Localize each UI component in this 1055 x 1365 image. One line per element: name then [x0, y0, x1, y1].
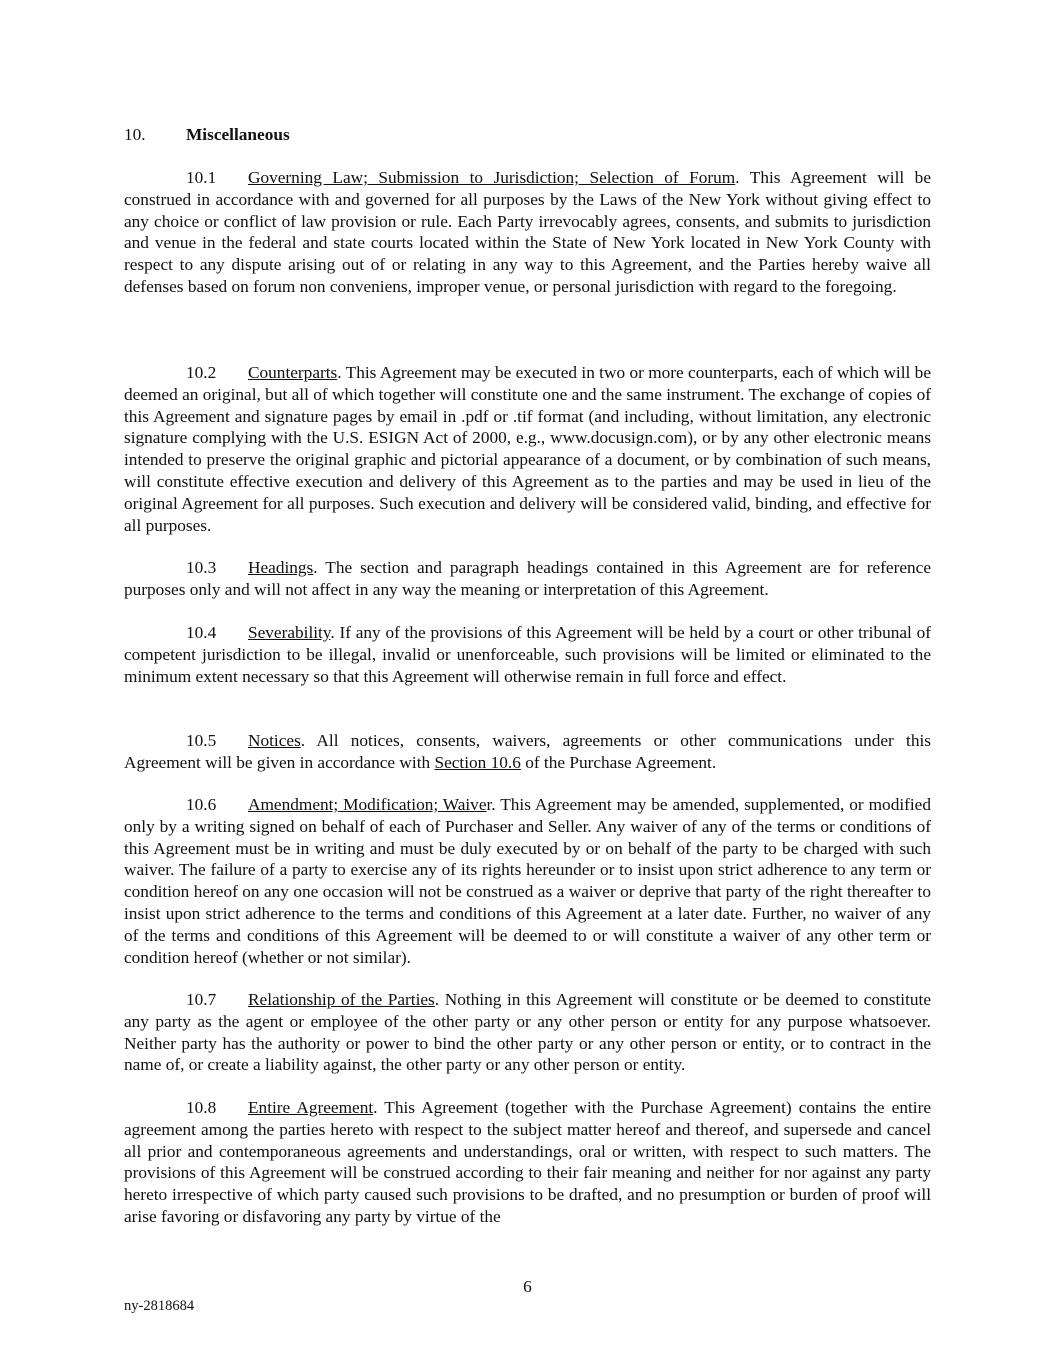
paragraph-body: This Agreement will be construed in accordance with and governed for all purposes by the Laws of the New York without giving effect to any choice or conflict of law provision or rule. Each Party irrevocably agrees, consents, and submits to jurisdiction and venue in the federal and state courts located within the State of New York located in New York County with respect to any dispute arising out of or relating in any way to this Agreement, and the Parties hereby waive all defenses based on forum non conveniens, improper venue, or personal jurisdiction with regard to the foregoing.	[124, 168, 931, 296]
paragraph-number: 10.1	[186, 168, 217, 187]
paragraph-10-4	[124, 622, 931, 687]
section-heading	[124, 124, 290, 146]
paragraph-heading: Headings	[248, 558, 314, 577]
paragraph-heading: Entire Agreement	[248, 1098, 374, 1117]
document-id: ny-2818684	[124, 1298, 195, 1314]
paragraph-number: 10.3	[186, 558, 217, 577]
paragraph-body: This Agreement (together with the Purchase Agreement) contains the entire agreement among the parties hereto with respect to the subject matter hereof and thereof, and supersede and cancel all prior and contemporaneous agreements and understandings, oral or written, with respect to such matters. The provisions of this Agreement will be construed according to their fair meaning and neither for nor against any party hereto irrespective of which party caused such provisions to be drafted, and no presumption or burden of proof will arise favoring or disfavoring any party by virtue of the	[124, 1098, 931, 1226]
section-reference-link[interactable]: Section 10.6	[434, 752, 521, 772]
paragraph-10-6	[124, 794, 931, 968]
paragraph-number: 10.7	[186, 990, 217, 1009]
paragraph-number: 10.5	[186, 731, 217, 750]
paragraph-10-8	[124, 1097, 931, 1228]
paragraph-heading-suffix: .	[300, 731, 306, 750]
paragraph-heading: Governing Law; Submission to Jurisdiction; Selection of Forum	[248, 168, 736, 187]
paragraph-heading-suffix: .	[373, 1098, 378, 1117]
paragraph-10-7	[124, 989, 931, 1076]
paragraph-heading-suffix: r.	[486, 795, 496, 814]
paragraph-10-3	[124, 557, 931, 601]
paragraph-number: 10.8	[186, 1098, 217, 1117]
paragraph-heading-suffix: .	[337, 363, 342, 382]
paragraph-body: All notices, consents, waivers, agreements or other communications under this Agreement will be given in accordance with	[124, 731, 931, 772]
paragraph-heading: Counterparts	[248, 363, 338, 382]
page-number: 6	[523, 1277, 532, 1296]
paragraph-heading: Severability	[248, 623, 331, 642]
paragraph-heading: Amendment; Modification; Waive	[248, 795, 487, 814]
paragraph-body: This Agreement may be executed in two or more counterparts, each of which will be deemed an original, but all of which together will constitute one and the same instrument. The exchange of copies of this Agreement and signature pages by email in .pdf or .tif format (and including, without limitation, any electronic signature complying with the U.S. ESIGN Act of 2000, e.g., www.docusign.com), or by any other electronic means intended to preserve the original graphic and pictorial appearance of a document, or by combination of such means, will constitute effective execution and delivery of this Agreement as to the parties and may be used in lieu of the original Agreement for all purposes. Such execution and delivery will be considered valid, binding, and effective for all purposes.	[124, 363, 931, 535]
paragraph-heading: Relationship of the Parties	[248, 990, 435, 1009]
paragraph-body: If any of the provisions of this Agreement will be held by a court or other tribunal of competent jurisdiction to be illegal, invalid or unenforceable, such provisions will be limited or eliminated to the minimum extent necessary so that this Agreement will otherwise remain in full force and effect.	[124, 623, 931, 686]
paragraph-body-end: of the Purchase Agreement.	[520, 752, 717, 772]
paragraph-body: Nothing in this Agreement will constitute or be deemed to constitute any party as the agent or employee of the other party or any other person or entity for any purpose whatsoever. Neither party has the authority or power to bind the other party or any other person or entity, or to contract in the name of, or create a liability against, the other party or any other person or entity.	[124, 990, 931, 1075]
paragraph-number: 10.2	[186, 363, 217, 382]
section-number: 10.	[124, 125, 146, 144]
paragraph-heading-suffix: .	[330, 623, 335, 642]
paragraph-number: 10.6	[186, 795, 217, 814]
paragraph-body: The section and paragraph headings contained in this Agreement are for reference purposes only and will not affect in any way the meaning or interpretation of this Agreement.	[124, 558, 931, 599]
paragraph-10-1	[124, 167, 931, 298]
paragraph-number: 10.4	[186, 623, 217, 642]
paragraph-heading: Notices	[248, 731, 301, 750]
paragraph-10-2	[124, 362, 931, 536]
paragraph-heading-suffix: .	[434, 990, 440, 1009]
paragraph-heading-suffix: .	[735, 168, 740, 187]
paragraph-10-5	[124, 730, 931, 774]
paragraph-heading-suffix: .	[313, 558, 318, 577]
section-title: Miscellaneous	[186, 125, 290, 144]
paragraph-body: This Agreement may be amended, supplemented, or modified only by a writing signed on behalf of each of Purchaser and Seller. Any waiver of any of the terms or conditions of this Agreement must be in writing and must be duly executed by or on behalf of the party to be charged with such waiver. The failure of a party to exercise any of its rights hereunder or to insist upon strict adherence to any term or condition hereof on any one occasion will not be construed as a waiver or deprive that party of the right thereafter to insist upon strict adherence to the terms and conditions of this Agreement at a later date. Further, no waiver of any of the terms and conditions of this Agreement will be deemed to or will constitute a waiver of any other term or condition hereof (whether or not similar).	[124, 795, 931, 967]
